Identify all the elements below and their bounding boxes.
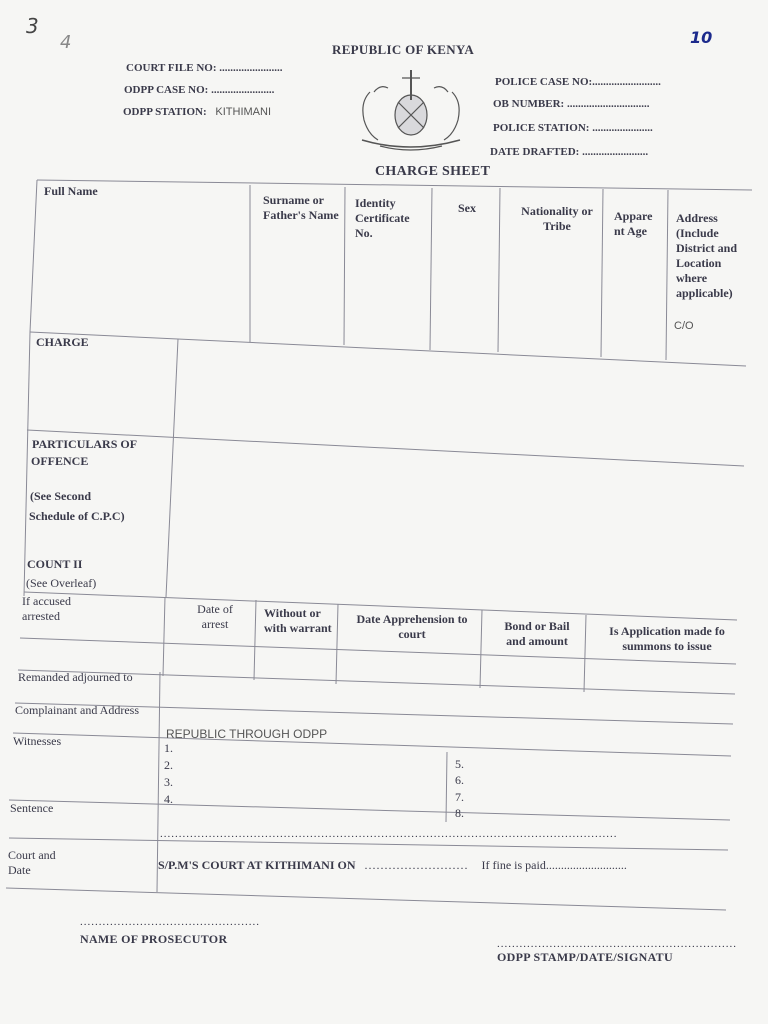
surname-label: Surname or Father's Name (263, 193, 339, 222)
date-apprehension-label: Date Apprehension to court (356, 612, 468, 641)
stamp-dots: ................................................................ (497, 938, 737, 950)
summons-label: Is Application made fo summons to issue (609, 624, 725, 653)
witnesses-label: Witnesses (13, 734, 62, 748)
particulars-label-line2: OFFENCE (31, 454, 89, 468)
sex-label: Sex (458, 201, 476, 215)
witness-number: 1. (164, 741, 173, 755)
ob-number: OB NUMBER: .............................. (493, 98, 650, 110)
witness-number: 5. (455, 757, 464, 771)
odpp-station (123, 106, 271, 118)
apparent-age-label: Appare nt Age (614, 209, 653, 238)
court-file-no: COURT FILE NO: ....................... (126, 62, 283, 74)
full-name-label: Full Name (44, 184, 98, 198)
complainant-value: REPUBLIC THROUGH ODPP (166, 727, 328, 741)
court-date-dots: .......................... (364, 858, 469, 872)
name-of-prosecutor: NAME OF PROSECUTOR (80, 932, 228, 946)
if-accused-arrested-label: If accused arrested (22, 594, 71, 623)
odpp-station-value: KITHIMANI (215, 106, 272, 118)
court-date-label-line2: Date (8, 863, 31, 877)
prosecutor-dots: ................................................ (80, 916, 260, 928)
date-drafted: DATE DRAFTED: ........................ (490, 146, 649, 158)
court-line (158, 858, 627, 873)
margin-scribble: 4 (60, 32, 72, 53)
charge-sheet-title: CHARGE SHEET (375, 164, 491, 179)
address-co: C/O (674, 320, 694, 332)
police-case-no: POLICE CASE NO:......................... (495, 76, 661, 88)
police-station: POLICE STATION: ...................... (493, 122, 653, 134)
sentence-label: Sentence (10, 801, 54, 815)
sentence-dots: .......................................................................................................................... (160, 828, 618, 840)
odpp-station-label: ODPP STATION: (123, 106, 207, 118)
warrant-label: Without or with warrant (264, 606, 332, 635)
republic-heading: REPUBLIC OF KENYA (332, 42, 475, 57)
court-at-kithimani: S/P.M'S COURT AT KITHIMANI ON (158, 858, 356, 872)
coat-of-arms-icon (362, 70, 460, 150)
particulars-label-line1: PARTICULARS OF (32, 437, 138, 451)
complainant-label: Complainant and Address (15, 703, 139, 717)
page-number-handwritten: 10 (690, 28, 713, 47)
court-date-label-line1: Court and (8, 848, 56, 862)
fine-paid-text: If fine is paid........................... (481, 858, 627, 872)
count-ii-label: COUNT II (27, 557, 83, 571)
witness-number: 7. (455, 790, 464, 804)
margin-number: 3 (26, 14, 39, 38)
witness-number: 3. (164, 775, 173, 789)
date-of-arrest-label: Date of arrest (197, 602, 233, 631)
charge-label: CHARGE (36, 335, 89, 349)
witness-number: 2. (164, 758, 173, 772)
see-overleaf-label: (See Overleaf) (26, 576, 97, 590)
witness-number: 4. (164, 792, 173, 806)
remanded-label: Remanded adjourned to (18, 670, 133, 684)
odpp-stamp-date-signature: ODPP STAMP/DATE/SIGNATU (497, 950, 673, 964)
odpp-case-no: ODPP CASE NO: ....................... (124, 84, 275, 96)
witness-number: 6. (455, 773, 464, 787)
see-second-line2: Schedule of C.P.C) (29, 509, 125, 523)
bond-bail-label: Bond or Bail and amount (504, 619, 570, 648)
address-label: Address (Include District and Location where applicable) (676, 211, 737, 300)
nationality-label: Nationality or Tribe (521, 204, 593, 233)
see-second-line1: (See Second (30, 489, 91, 503)
identity-label: Identity Certificate No. (355, 196, 410, 240)
witness-number: 8. (455, 806, 464, 820)
